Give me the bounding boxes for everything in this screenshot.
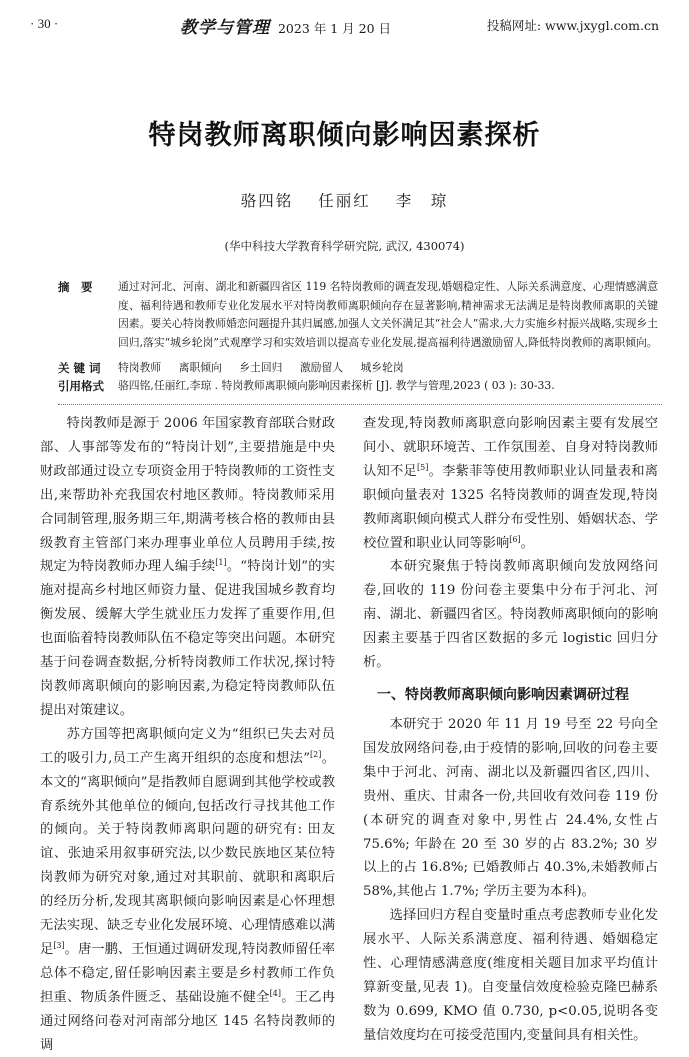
paragraph: 本研究于 2020 年 11 月 19 号至 22 号向全国发放网络问卷,由于疫情的影响,回收的问卷主要集中于河北、河南、湖北以及新疆四省区,四川、贵州、重庆、甘肃各一份,共回收有效问卷 119 份(本研究的调查对象中,男性占 24.4%,女性占 75.6%; 年龄在 20 至 30 岁的占 83.2%; 30 岁以上的占 16.8%; 已婚教师占 40.3%,未婚教师占 58%,其他占 1.7%; 学历主要为本科)。 <box>363 716 658 900</box>
citation-block <box>58 377 658 396</box>
issue-date: 2023 年 1 月 20 日 <box>277 21 392 36</box>
dotted-divider <box>58 404 662 405</box>
citation-ref[interactable]: [2] <box>310 749 322 759</box>
citation-text: 骆四铭,任丽红,李琼 . 特岗教师离职倾向影响因素探析 [J]. 教学与管理,2023 ( 03 ): 30-33. <box>118 379 555 392</box>
paragraph-text: 。王乙冉通过网络问卷对河南部分地区 145 名特岗教师的调 <box>40 989 336 1053</box>
paragraph-text: 苏方国等把离职倾向定义为“组织已失去对员工的吸引力,员工产生离开组织的态度和想法” <box>40 726 335 766</box>
keywords-label: 关 键 词 <box>58 361 101 375</box>
journal-name: 教学与管理 <box>180 18 270 38</box>
author: 李 琼 <box>395 192 449 210</box>
section-heading: 一、特岗教师离职倾向影响因素调研过程 <box>377 686 629 703</box>
paragraph-text: 特岗教师是源于 2006 年国家教育部联合财政部、人事部等发布的“特岗计划”,主要措施是中央财政部通过设立专项资金用于特岗教师的工资性支出,来帮助补充我国农村地区教师。特岗教师采用合同制管理,服务期三年,期满考核合格的教师由县级教育主管部门来办理事业单位人员聘用手续,按规定为特岗教师办理人编手续 <box>40 416 335 575</box>
abstract-text: 通过对河北、河南、湖北和新疆四省区 119 名特岗教师的调查发现,婚姻稳定性、人际关系满意度、心理情感满意度、福利待遇和教师专业化发展水平对特岗教师离职倾向存在显著影响,精神需求无法满足是特岗教师离职的关键因素。要关心特岗教师婚恋问题提升其归属感,加强人文关怀满足其“社会人”需求,大力实施乡村振兴战略,实现乡土回归,落实“城乡轮岗”式观摩学习和实效培训以提高专业化发展,提高福利待遇激励留人,降低特岗教师的离职倾向。 <box>118 280 658 349</box>
citation-ref[interactable]: [1] <box>215 558 227 568</box>
keyword: 激励留人 <box>299 361 344 374</box>
page-number: · 30 · <box>30 16 59 31</box>
article-title: 特岗教师离职倾向影响因素探析 <box>148 120 541 151</box>
keywords-block <box>58 359 658 378</box>
paragraph-text: 。本文的“离职倾向”是指教师自愿调到其他学校或教育系统外其他单位的倾向,包括改行寻找其他工作的倾向。关于特岗教师离职问题的研究有: 田友谊、张迪采用叙事研究法,以少数民族地区某位特岗教师为研究对象,通过对其职前、就职和离职后的经历分析,发现其离职倾向影响因素是心怀理想无法实现、缺乏专业化发展环境、心理情感难以满足 <box>40 750 336 957</box>
citation-ref[interactable]: [4] <box>269 988 281 998</box>
author: 任丽红 <box>318 192 371 210</box>
citation-ref[interactable]: [3] <box>53 940 65 950</box>
keyword: 城乡轮岗 <box>360 361 404 374</box>
paragraph <box>363 412 658 555</box>
citation-ref[interactable]: [6] <box>509 534 521 544</box>
citation-label: 引用格式 <box>58 379 104 393</box>
author: 骆四铭 <box>240 192 294 210</box>
submission-site: 投稿网址: www.jxygl.com.cn <box>486 18 659 33</box>
paragraph-text: 。李紫菲等使用教师职业认同量表和离职倾向量表对 1325 名特岗教师的调查发现,特岗教师离职倾向模式人群分布受性别、婚姻状态、学校位置和职业认同等影响 <box>363 463 659 551</box>
paragraph <box>40 723 335 1057</box>
paragraph-text: 。唐一鹏、王恒通过调研发现,特岗教师留任率总体不稳定,留任影响因素主要是乡村教师工作负担重、物质条件匮乏、基础设施不健全 <box>40 941 335 1005</box>
keyword: 特岗教师 <box>118 361 162 374</box>
citation-ref[interactable]: [5] <box>417 462 429 472</box>
affiliation: (华中科技大学教育科学研究院, 武汉, 430074) <box>224 239 465 253</box>
paragraph-text: 查发现,特岗教师离职意向影响因素主要有发展空间小、就职环境苦、工作氛围差、自身对特岗教师认知不足 <box>363 416 658 479</box>
keyword: 乡土回归 <box>239 361 283 374</box>
abstract-block <box>58 278 658 352</box>
paragraph <box>40 412 335 723</box>
paragraph-text: 。 <box>520 535 534 551</box>
abstract-label: 摘 要 <box>58 280 93 294</box>
paragraph-text: 。“特岗计划”的实施对提高乡村地区师资力量、促进我国城乡教育均衡发展、缓解大学生就业压力发挥了重要作用,但也面临着特岗教师队伍不稳定等突出问题。本研究基于问卷调查数据,分析特岗教师工作状况,探讨特岗教师离职倾向的影响因素,为稳定特岗教师队伍提出对策建议。 <box>40 559 335 718</box>
paragraph: 本研究聚焦于特岗教师离职倾向发放网络问卷,回收的 119 份问卷主要集中分布于河北、河南、湖北、新疆四省区。特岗教师离职倾向的影响因素主要基于四省区数据的多元 logistic 回归分析。 <box>363 559 658 671</box>
body-column-left <box>40 412 335 1057</box>
body-column-right <box>363 412 658 1048</box>
running-header <box>30 12 659 38</box>
paragraph: 选择回归方程自变量时重点考虑教师专业化发展水平、人际关系满意度、福利待遇、婚姻稳定性、心理情感满意度(维度相关题目加求平均值计算新变量,见表 1)。自变量信效度检验克隆巴赫系数为 0.699, KMO 值 0.730, p<0.05,说明各变量信效度均在可接受范围内,变量间具有相关性。 <box>363 908 658 1043</box>
keyword: 离职倾向 <box>178 361 222 374</box>
author-list <box>0 189 689 211</box>
journal-masthead <box>180 13 391 38</box>
